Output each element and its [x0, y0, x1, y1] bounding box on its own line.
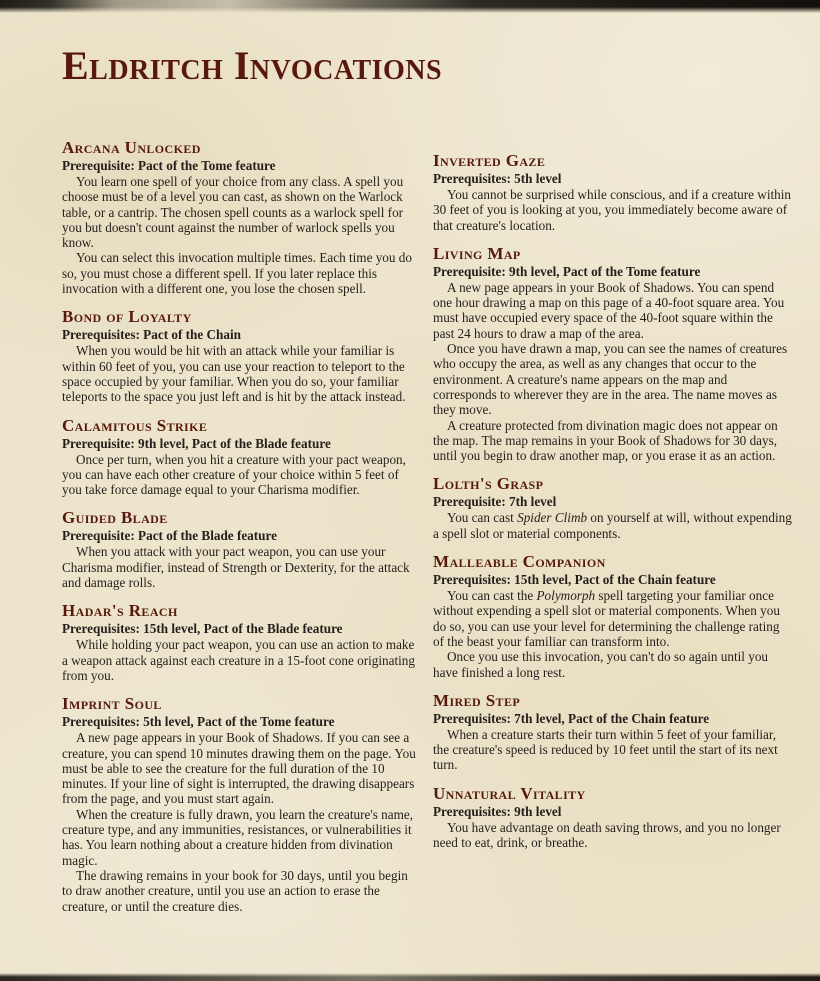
invocation-title: Hadar's Reach	[62, 601, 178, 621]
invocation-paragraph: A new page appears in your Book of Shadows. You can spend one hour drawing a map on this page of a 40-foot square area. You must have occupied every space of the 40-foot square within the past 24 hours to draw a map of the area.	[433, 279, 785, 341]
invocation-paragraph: While holding your pact weapon, you can use an action to make a weapon attack against each creature in a 15-foot cone originating from you.	[62, 637, 415, 683]
invocation-paragraph: When the creature is fully drawn, you learn the creature's name, creature type, and any immunities, resistances, or vulnerabilities it has. You learn nothing about a creature hidden from divination magic.	[62, 806, 414, 868]
invocation-lolths-grasp	[433, 474, 792, 541]
invocation-paragraph: Once you use this invocation, you can't do so again until you have finished a long rest.	[433, 649, 769, 680]
invocation-prerequisite: Prerequisites: 5th level, Pact of the Tome feature	[62, 714, 335, 730]
invocation-title: Arcana Unlocked	[62, 138, 201, 157]
invocation-arcana-unlocked	[62, 138, 421, 296]
invocation-living-map	[433, 244, 792, 464]
invocation-title: Malleable Companion	[433, 552, 606, 572]
invocation-title: Calamitous Strike	[62, 415, 208, 435]
invocation-prerequisite: Prerequisite: 9th level, Pact of the Tome feature	[433, 263, 701, 279]
invocation-paragraph: You can cast Spider Climb on yourself at will, without expending a spell slot or material components.	[433, 510, 792, 541]
invocation-title: Inverted Gaze	[433, 151, 546, 170]
invocation-bond-of-loyalty	[62, 307, 421, 404]
invocation-title: Lolth's Grasp	[433, 474, 544, 494]
invocation-prerequisite: Prerequisite: 9th level, Pact of the Blade feature	[62, 435, 331, 451]
invocation-imprint-soul	[62, 694, 421, 914]
page-top-torn-edge	[0, 0, 820, 13]
invocation-title: Guided Blade	[62, 508, 168, 528]
invocation-paragraph: Once you have drawn a map, you can see the names of creatures who occupy the area, as well as any changes that occur to the environment. A creature's name appears on the map and corresponds to wherever they are in the area. The name moves as they move.	[433, 341, 788, 418]
invocation-prerequisite: Prerequisite: 7th level	[433, 494, 557, 510]
left-column	[62, 138, 421, 914]
invocation-prerequisite: Prerequisites: 9th level	[433, 803, 562, 819]
invocation-calamitous-strike	[62, 416, 421, 498]
invocation-paragraph: You cannot be surprised while conscious, and if a creature within 30 feet of you is looking at you, you immediately become aware of that creature's location.	[433, 187, 792, 233]
invocation-prerequisite: Prerequisites: 7th level, Pact of the Chain feature	[433, 710, 710, 726]
invocation-mired-step	[433, 691, 792, 773]
invocation-paragraph: When a creature starts their turn within 5 feet of your familiar, the creature's speed is reduced by 10 feet until the start of its next turn.	[433, 726, 778, 773]
invocation-paragraph: The drawing remains in your book for 30 days, until you begin to draw another creature, until you use an action to erase the creature, or until the creature dies.	[62, 867, 408, 914]
invocation-paragraph: A creature protected from divination magic does not appear on the map. The map remains in your Book of Shadows for 30 days, until you begin to draw another map, or you erase it as an action.	[433, 417, 778, 464]
invocation-prerequisite: Prerequisites: 15th level, Pact of the Blade feature	[62, 621, 343, 637]
invocation-title: Bond of Loyalty	[62, 307, 192, 327]
invocation-unnatural-vitality	[433, 784, 792, 851]
invocation-inverted-gaze	[433, 151, 792, 233]
invocation-paragraph: You learn one spell of your choice from any class. A spell you choose must be of a level you can cast, as shown on the Warlock table, or a cantrip. The chosen spell counts as a warlock spell for you but doesn't count against the number of warlock spells you know.	[62, 174, 404, 251]
invocation-paragraph: You have advantage on death saving throws, and you no longer need to eat, drink, or breathe.	[433, 819, 781, 851]
invocation-paragraph: When you attack with your pact weapon, you can use your Charisma modifier, instead of Strength or Dexterity, for the attack and damage rolls.	[62, 544, 410, 591]
content-columns	[62, 138, 792, 914]
invocation-prerequisite: Prerequisite: Pact of the Tome feature	[62, 158, 276, 173]
invocation-paragraph: Once per turn, when you hit a creature with your pact weapon, you can have each other creature of your choice within 5 feet of you take force damage equal to your Charisma modifier.	[62, 451, 406, 498]
invocation-guided-blade	[62, 508, 421, 590]
invocation-paragraph: You can select this invocation multiple times. Each time you do so, you must chose a different spell. If you later replace this invocation with a different one, you lose the chosen spell.	[62, 250, 412, 297]
invocation-paragraph: A new page appears in your Book of Shadows. If you can see a creature, you can spend 10 minutes drawing them on the page. You must be able to see the creature for the full duration of the 10 minutes. If your line of sight is interrupted, the drawing disappears from the page, and you must start again.	[62, 730, 416, 807]
invocation-prerequisite: Prerequisites: 5th level	[433, 171, 562, 186]
invocation-prerequisite: Prerequisites: 15th level, Pact of the Chain feature	[433, 572, 716, 588]
invocation-title: Living Map	[433, 243, 521, 263]
page-title: Eldritch Invocations	[62, 43, 443, 88]
invocation-paragraph: When you would be hit with an attack while your familiar is within 60 feet of you, you can use your reaction to teleport to the space occupied by your familiar. When you do so, your familiar teleports to the space you just left and is hit by the attack instead.	[62, 343, 406, 405]
invocation-malleable-companion	[433, 552, 792, 680]
right-column	[433, 138, 792, 850]
invocation-prerequisite: Prerequisite: Pact of the Blade feature	[62, 528, 277, 544]
invocation-prerequisite: Prerequisites: Pact of the Chain	[62, 327, 241, 343]
invocation-paragraph: You can cast the Polymorph spell targeting your familiar once without expending a spell slot or material components. When you do so, you can use your level for determining the challenge rating of the beast your familiar can transform into.	[433, 588, 780, 649]
invocation-hadars-reach	[62, 601, 421, 683]
invocation-title: Mired Step	[433, 690, 521, 710]
invocation-title: Imprint Soul	[62, 694, 162, 714]
page-bottom-torn-edge	[0, 973, 820, 981]
invocation-title: Unnatural Vitality	[433, 783, 586, 803]
